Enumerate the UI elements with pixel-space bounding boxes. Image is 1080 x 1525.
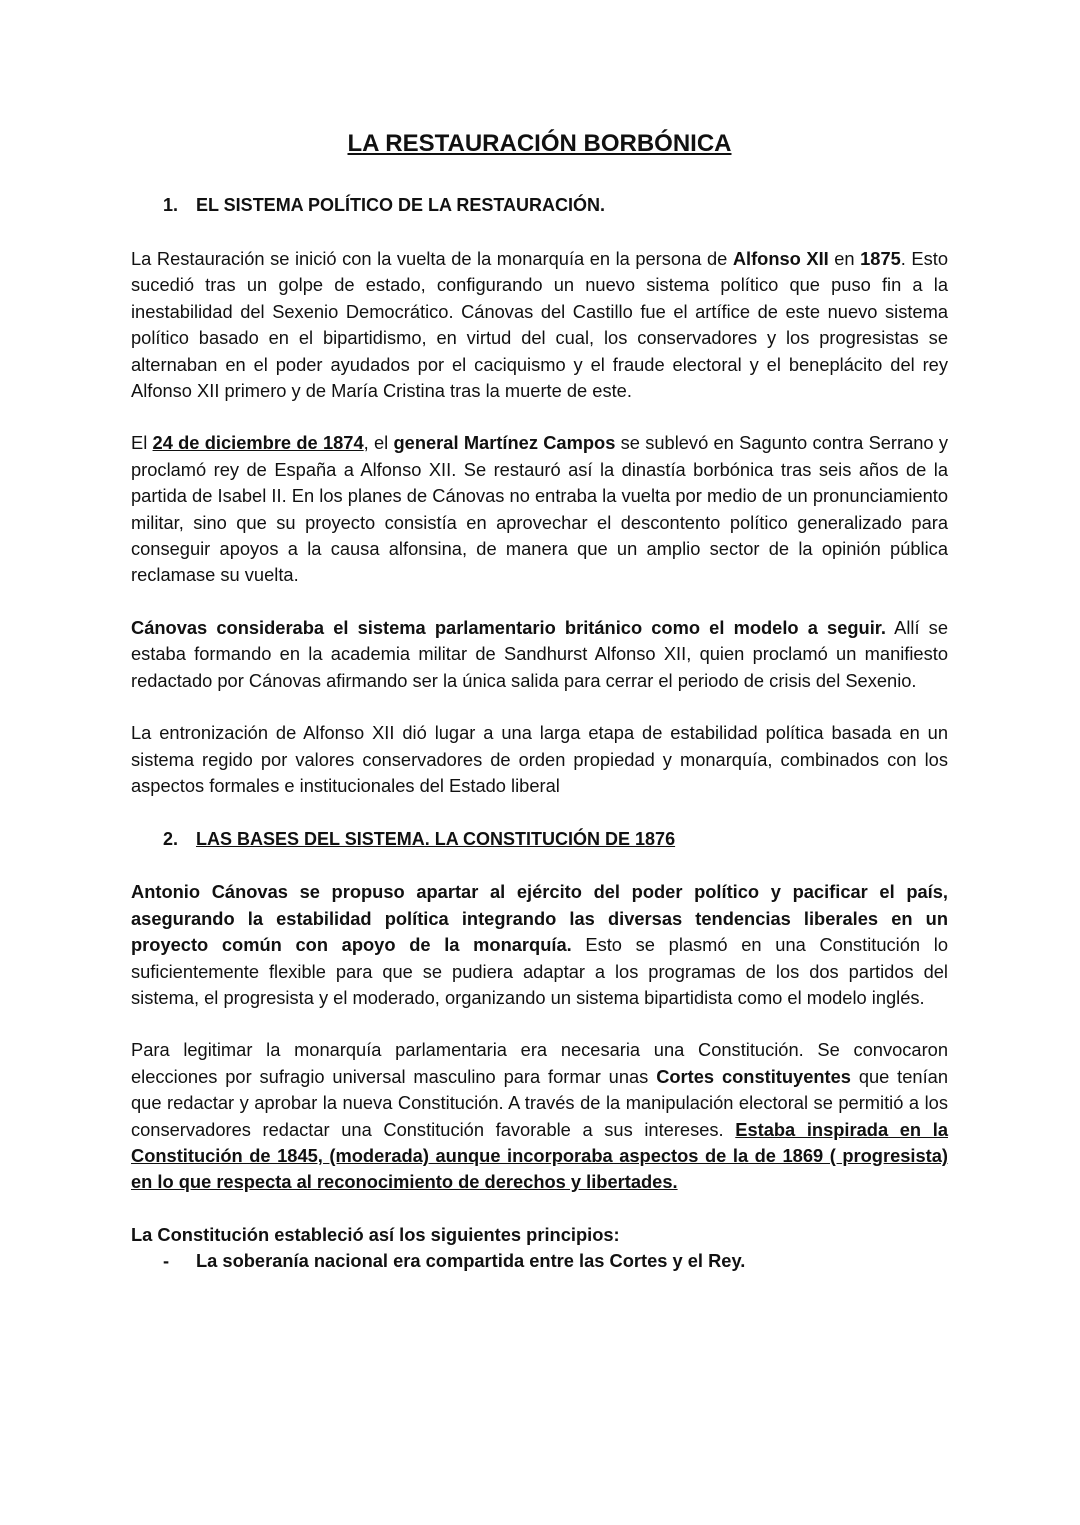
- p5-text-b: Esto se plasmó en una Constitución lo suficientemente flexible para que se pudiera adaptar a los programas de los dos partidos del sistema, el progresista y el moderado, organizando un sistema bipartidista como el modelo inglés.: [131, 934, 948, 1008]
- p6-cortes: Cortes constituyentes: [656, 1065, 851, 1087]
- p2-text-e: se sublevó en Sagunto contra Serrano y proclamó rey de España a Alfonso XII. Se restauró así la dinastía borbónica tras seis años de la partida de Isabel II. En los planes de Cánovas no entraba la vuelta por medio de un pronunciamiento militar, sino que su proyecto consistía en aprovechar el descontento político generalizado para conseguir apoyos a la causa alfonsina, de manera que un amplio sector de la opinión pública reclamase su vuelta.: [131, 432, 949, 586]
- p2-date: 24 de diciembre de 1874: [152, 432, 364, 454]
- section-1-number: 1.: [163, 195, 179, 215]
- list-item: [131, 1248, 948, 1274]
- section-2-number: 2.: [163, 829, 179, 850]
- p6-bold-underlined: Estaba inspirada en la Constitución de 1845, (moderada) aunque incorporaba aspectos de la de 1869 ( progresista) en lo que respecta al reconocimiento de derechos y libertades.: [131, 1118, 948, 1193]
- p6-text-c: que tenían que redactar y aprobar la nueva Constitución. A través de la manipulación electoral se permitió a los conservadores redactar una Constitución favorable a sus intereses.: [131, 1065, 949, 1140]
- bullet-dash: -: [163, 1250, 170, 1272]
- document-page: [131, 126, 948, 1275]
- p3-text-b: Allí se estaba formando en la academia militar de Sandhurst Alfonso XII, quien proclamó un manifiesto redactado por Cánovas afirmando ser la única salida para cerrar el periodo de crisis del Sexenio.: [131, 616, 948, 691]
- p1-year-1875: 1875: [860, 248, 901, 269]
- p3-bold-statement: Cánovas consideraba el sistema parlamentario británico como el modelo a seguir.: [131, 616, 886, 638]
- p6-text-a: Para legitimar la monarquía parlamentaria era necesaria una Constitución. Se convocaron elecciones por sufragio universal masculino para formar unas: [131, 1039, 948, 1087]
- p1-text-a: La Restauración se inició con la vuelta de la monarquía en la persona de: [131, 248, 733, 269]
- paragraph-6: [131, 1037, 948, 1195]
- p1-text-c: en: [828, 248, 861, 269]
- bullet-text: La soberanía nacional era compartida entre las Cortes y el Rey.: [196, 1250, 746, 1272]
- paragraph-4: La entronización de Alfonso XII dió lugar a una larga etapa de estabilidad política basada en un sistema regido por valores conservadores de orden propiedad y monarquía, combinados con los aspectos formales e institucionales del Estado liberal: [131, 722, 948, 796]
- paragraph-1: [131, 246, 948, 404]
- section-1-heading: [131, 192, 948, 218]
- paragraph-2: [131, 430, 948, 588]
- p1-text-e: . Esto sucedió tras un golpe de estado, configurando un nuevo sistema político que puso fin a la inestabilidad del Sexenio Democrático. Cánovas del Castillo fue el artífice de este nuevo sistema político basado en el bipartidismo, en virtud del cual, los conservadores y los progresistas se alternaban en el poder ayudados por el caciquismo y el fraude electoral y el beneplácito del rey Alfonso XII primero y de María Cristina tras la muerte de este.: [131, 248, 948, 402]
- section-2-heading: [131, 826, 948, 852]
- p5-bold-statement: Antonio Cánovas se propuso apartar al ejército del poder político y pacificar el país, asegurando la estabilidad política integrando las diversas tendencias liberales en un proyecto común con apoyo de la monarquía.: [131, 881, 948, 956]
- p2-text-a: El: [131, 432, 153, 454]
- paragraph-5: [131, 879, 948, 1011]
- paragraph-3: [131, 615, 948, 694]
- document-title: LA RESTAURACIÓN BORBÓNICA: [347, 130, 732, 157]
- paragraph-7: La Constitución estableció así los siguientes principios:: [131, 1223, 620, 1245]
- p1-alfonso-xii: Alfonso XII: [732, 248, 829, 269]
- section-1-title: EL SISTEMA POLÍTICO DE LA RESTAURACIÓN.: [196, 195, 606, 215]
- section-2-title: LAS BASES DEL SISTEMA. LA CONSTITUCIÓN DE 1876: [196, 829, 676, 850]
- p2-general: general Martínez Campos: [393, 432, 616, 454]
- p2-text-c: , el: [363, 432, 394, 454]
